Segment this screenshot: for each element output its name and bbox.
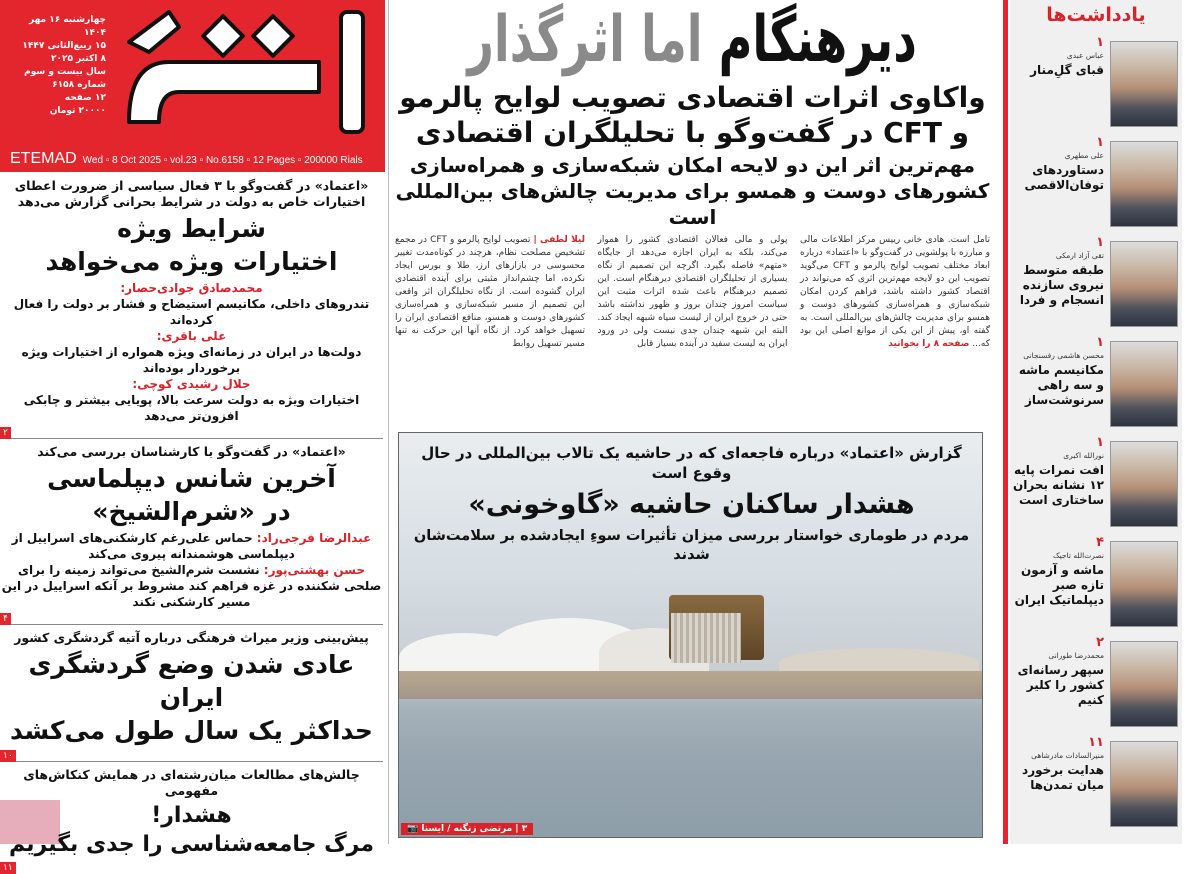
author-photo <box>1110 741 1178 827</box>
story-kicker: چالش‌های مطالعات میان‌رشته‌ای در همایش کنکاش‌های مفهومی <box>23 767 360 798</box>
story-kicker: «اعتماد» در گفت‌وگو با ۳ فعال سیاسی از ضرورت اعطای اختیارات خاص به دولت در شرایط بحرانی گزارش می‌دهد <box>14 178 369 209</box>
photo-story-subhead: مردم در طوماری خواستار بررسی میزان تأثیرات سوءِ ایجادشده بر سلامت‌شان شدند <box>413 528 970 563</box>
date-persian: چهارشنبه ۱۶ مهر ۱۴۰۴ <box>28 15 106 38</box>
note-item[interactable] <box>1010 535 1182 635</box>
read-more-link[interactable]: صفحه ۸ را بخوانید <box>888 339 970 349</box>
note-item[interactable] <box>1010 435 1182 535</box>
story-headline: مرگ جامعه‌شناسی را جدی بگیریم <box>9 832 374 857</box>
note-title: قبای گلِ‌منار <box>1030 63 1104 77</box>
english-name: ETEMAD <box>10 150 77 167</box>
story-headline: عادی شدن وضع گردشگری ایران <box>28 650 355 712</box>
author-photo <box>1110 541 1178 627</box>
story-headline: حداکثر یک سال طول می‌کشد <box>10 716 373 745</box>
headline-gray: اما اثرگذار <box>467 3 703 77</box>
page-ref: ۱۱ <box>0 862 16 874</box>
page-ref: ۴ <box>0 613 11 625</box>
main-deck: مهم‌ترین اثر این دو لایحه امکان شبکه‌سازی و همراه‌سازی کشورهای دوست و همسو برای مدیریت چالش‌های بین‌المللی است <box>395 153 990 229</box>
quote-text: نشست شرم‌الشیخ می‌تواند زمینه را برای صلحی شکننده در غزه فراهم کند مشروط بر آنکه اسراییل در این مسیر کارشکنی نکند <box>1 563 382 609</box>
quote-text: تندروهای داخلی، مکانیسم استیضاح و فشار بر دولت را فعال کرده‌اند <box>13 297 370 327</box>
shore-image <box>399 671 983 699</box>
story-headline: اختیارات ویژه می‌خواهد <box>45 247 338 276</box>
body-column-2: پولی و مالی فعالان اقتصادی کشور را هموار می‌کند، بلکه به ایران اجازه می‌دهد از جایگاه «متهم» فاصله بگیرد. اگرچه این تصمیم از نگاه بسیاری از تحلیلگران اقتصادی دیرهنگام است. این تصمیم دیرهنگام باعث شده اثرات مثبت این سیاست امروز چندان بروز و ظهور نداشته باشد حتی در خروج ایران از لیست سیاه شبهه ایجاد کند. البته این شبهه چندان جدی نیست ولی در ورود ایران به لیست سفید در آینده بسیار قابل <box>597 235 788 349</box>
column-divider <box>388 0 389 844</box>
author-photo <box>1110 41 1178 127</box>
story-tourism[interactable] <box>0 628 383 759</box>
note-title: طبقه متوسط نیروی سازنده انسجام و فردا <box>1019 263 1104 307</box>
story-headline: شرایط ویژه <box>117 214 266 243</box>
main-story[interactable] <box>395 0 990 351</box>
date-gregorian: ۸ اکتبر ۲۰۲۵ <box>50 54 106 64</box>
photo-story-headline: هشدار ساکنان حاشیه «گاوخونی» <box>468 489 915 520</box>
story-special-powers[interactable] <box>0 176 383 436</box>
photo-story[interactable] <box>398 432 983 838</box>
page-count: ۱۲ صفحه <box>64 93 106 103</box>
quote-name: جلال رشیدی کوچی: <box>132 377 251 391</box>
price: ۲۰۰۰۰ تومان <box>49 106 106 116</box>
note-page: ۱ <box>1096 135 1104 150</box>
note-title: مکانیسم ماشه و سه راهی سرنوشت‌ساز <box>1018 363 1104 407</box>
camera-icon: 📷 <box>407 824 419 834</box>
note-title: سپهر رسانه‌ای کشور را کلیر کنیم <box>1017 663 1104 707</box>
notes-red-bar <box>1003 0 1008 844</box>
date-hijri: ۱۵ ربیع‌الثانی ۱۴۴۷ <box>22 41 106 51</box>
headline-black: دیرهنگام <box>718 3 918 77</box>
divider <box>0 761 383 762</box>
issue-number: شماره ۶۱۵۸ <box>52 80 106 90</box>
note-item[interactable] <box>1010 35 1182 135</box>
note-page: ۱ <box>1096 335 1104 350</box>
note-item[interactable] <box>1010 335 1182 435</box>
quote-name: محمدصادق جوادی‌حصار: <box>120 281 263 295</box>
page-edge <box>1183 0 1200 844</box>
logo <box>109 2 379 142</box>
note-author: نورالله اکبری <box>1063 451 1104 460</box>
note-page: ۱ <box>1096 435 1104 450</box>
main-subhead: واکاوی اثرات اقتصادی تصویب لوایح پالرمو و CFT در گفت‌وگو با تحلیلگران اقتصادی <box>399 81 986 149</box>
note-item[interactable] <box>1010 635 1182 735</box>
author-photo <box>1110 341 1178 427</box>
note-page: ۴ <box>1096 535 1104 550</box>
main-headline <box>395 0 990 80</box>
author-photo <box>1110 241 1178 327</box>
note-author: منیرالسادات مادرشاهی <box>1031 751 1104 760</box>
note-author: نصرت‌الله تاجیک <box>1052 551 1104 560</box>
body-column-3 <box>800 234 990 351</box>
quote-name: حسن بهشتی‌پور: <box>263 563 366 577</box>
body-text: تصویب لوایح پالرمو و CFT در مجمع تشخیص مصلحت نظام، هرچند در کوتاه‌مدت تغییر محسوسی در بازارهای ارز، طلا و بورس ایجاد نکرده، اما چشم‌انداز مثبتی برای آینده اقتصادی ایران گشوده است. از نگاه تحلیلگران اثر واقعی این تصمیم از مسیر شبکه‌سازی و همراه‌سازی کشورهای دوست و همسو، منافع اقتصادی ایران را تسهیل خواهد کرد. از نگاه آنها این حرکت نه تنها مسیر تسهیل روابط <box>395 235 585 349</box>
page-ref: ۱۰ <box>0 750 16 762</box>
note-author: تقی آزاد ارمکی <box>1055 251 1104 260</box>
photo-credit <box>401 823 533 835</box>
note-title: ماشه و آزمون تازه صبر دیپلماتیک ایران <box>1014 563 1104 607</box>
note-item[interactable] <box>1010 135 1182 235</box>
author-photo <box>1110 141 1178 227</box>
quote-text: اختیارات ویژه به دولت سرعت بالا، پویایی بیشتر و چابکی افزون‌تر می‌دهد <box>23 393 360 423</box>
page-ref: ۲ <box>0 427 11 439</box>
divider <box>0 438 383 439</box>
quote-text: حماس علی‌رغم کارشکنی‌های اسراییل از دیپلماسی هوشمندانه پیروی می‌کند <box>11 531 295 561</box>
notes-title: یادداشت‌ها <box>1046 4 1146 26</box>
body-column-1 <box>395 234 585 351</box>
note-page: ۱ <box>1096 35 1104 50</box>
quote-name: عبدالرضا فرجی‌راد: <box>256 531 372 545</box>
note-author: عباس عبدی <box>1066 51 1104 60</box>
story-headline: در «شرم‌الشیخ» <box>92 497 291 526</box>
note-item[interactable] <box>1010 735 1182 835</box>
byline: لیلا لطفی | <box>533 235 585 245</box>
story-kicker: پیش‌بینی وزیر میراث فرهنگی درباره آتیه گردشگری کشور <box>14 630 369 645</box>
issue-info <box>10 14 106 118</box>
story-kicker: «اعتماد» در گفت‌وگو با کارشناسان بررسی می‌کند <box>37 444 346 459</box>
divider <box>0 624 383 625</box>
credit-text: ۳ | مرتضی زنگنه / ایسنا <box>421 824 528 834</box>
note-author: محسن هاشمی رفسنجانی <box>1023 351 1104 360</box>
body-text: تامل است. هادی خانی رییس مرکز اطلاعات مالی و مبارزه با پولشویی در گفت‌وگو با «اعتماد» درباره ابعاد مختلف تصویب لوایح پالرمو و CFT می‌گوید تصویب این دو لایحه مهم‌ترین اثری که می‌تواند در اقتصاد کشور داشته باشد، فراهم کردن امکان شبکه‌سازی و همراه‌سازی کشورهای دوست و همسو برای مدیریت چالش‌های بین‌المللی است. به گفته او، پیش از این یکی از موانع اصلی این بود که... <box>800 235 990 349</box>
english-masthead-line <box>10 150 363 168</box>
author-photo <box>1110 641 1178 727</box>
note-author: علی مطهری <box>1064 151 1104 160</box>
volume: سال بیست و سوم <box>24 67 106 77</box>
english-info: Wed ▫ 8 Oct 2025 ▫ vol.23 ▫ No.6158 ▫ 12 Pages ▫ 200000 Rials <box>82 155 363 166</box>
quote-text: دولت‌ها در ایران در زمانه‌ای ویژه همواره از اختیارات ویژه برخوردار بوده‌اند <box>21 345 362 375</box>
masthead <box>0 0 385 172</box>
note-page: ۱۱ <box>1088 735 1104 750</box>
note-page: ۲ <box>1096 635 1104 650</box>
note-item[interactable] <box>1010 235 1182 335</box>
note-title: دستاوردهای توفان‌الاقصی <box>1024 163 1104 192</box>
quote-name: علی باقری: <box>156 329 227 343</box>
story-headline: آخرین شانس دیپلماسی <box>47 464 336 493</box>
note-title: افت نمرات پایه ۱۲ نشانه بحران ساختاری است <box>1013 463 1104 507</box>
note-author: محمدرضا طورانی <box>1048 651 1104 660</box>
photo-story-kicker: گزارش «اعتماد» درباره فاجعه‌ای که در حاشیه یک تالاب بین‌المللی در حال وقوع است <box>421 444 962 482</box>
story-sociology[interactable] <box>0 765 383 871</box>
salt-load-image <box>671 613 741 663</box>
author-photo <box>1110 441 1178 527</box>
story-sharm-el-sheikh[interactable] <box>0 442 383 622</box>
story-headline: هشدار! <box>151 803 232 828</box>
note-title: هدایت برخورد میان تمدن‌ها <box>1022 763 1104 792</box>
note-page: ۱ <box>1096 235 1104 250</box>
